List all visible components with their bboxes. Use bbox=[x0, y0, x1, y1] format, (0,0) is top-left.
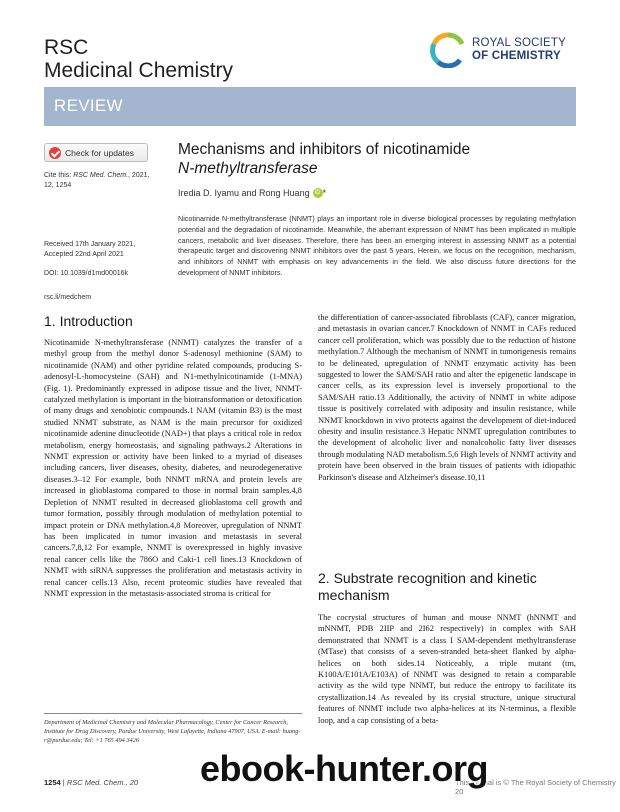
logo-line2: OF CHEMISTRY bbox=[472, 50, 561, 62]
author-list bbox=[178, 188, 326, 198]
section-2-heading bbox=[318, 570, 537, 604]
page-number: 1254 bbox=[44, 778, 61, 787]
logo-line1: ROYAL SOCIETY bbox=[472, 37, 566, 49]
section-2-heading-line2: mechanism bbox=[318, 587, 390, 603]
doi-link[interactable]: DOI: 10.1039/d1md00016k bbox=[44, 270, 129, 277]
journal-title bbox=[44, 36, 233, 82]
watermark: ebook-hunter.org bbox=[200, 748, 488, 789]
section-2-heading-line1: 2. Substrate recognition and kinetic bbox=[318, 570, 537, 586]
check-updates-icon bbox=[49, 147, 61, 159]
accepted-date: Accepted 22nd April 2021 bbox=[44, 251, 124, 258]
journal-title-line2: Medicinal Chemistry bbox=[44, 59, 234, 82]
article-dates bbox=[44, 240, 154, 260]
footer-copyright: This journal is © The Royal Society of Chemistry 20 bbox=[455, 778, 616, 796]
page-footer bbox=[44, 778, 138, 787]
article-title-line2: N-methyltransferase bbox=[178, 160, 318, 177]
citation bbox=[44, 171, 154, 191]
rsc-logo-icon bbox=[430, 32, 466, 68]
journal-site-link[interactable]: rsc.li/medchem bbox=[44, 294, 92, 301]
column-2-paragraph: the differentiation of cancer-associated fibroblasts (CAF), cancer migration, and metastasis in ovarian cancer.7 Knockdown of NNMT in CAFs reduced cancer cell proliferation, which was possibly due to the reduction of histone methylation.7 Although the mechanism of NNMT in tumorigenesis remains to be delineated, upregulation of NNMT enzymatic activity has been suggested to lower the SAM/SAH ratio and alter the epigenetic landscape in cancer cells, as its expression level is inversely proportional to the SAM/SAH ratio.13 Additionally, the activity of NNMT in white adipose tissue is positively correlated with adiposity and insulin resistance, while NNMT knockdown in vivo protects against the development of diet-induced obesity and insulin resistance.3 Hepatic NNMT upregulation contributes to the development of alcoholic liver and nonalcoholic fatty liver diseases through modulating NAD metabolism.5,6 High levels of NNMT activity and protein have been observed in the brain tissues of patients with idiopathic Parkinson's disease and Alzheimer's disease.10,11 bbox=[318, 313, 576, 482]
check-updates-label: Check for updates bbox=[65, 147, 134, 158]
author-names: Iredia D. Iyamu and Rong Huang bbox=[178, 188, 310, 198]
orcid-icon[interactable]: iD bbox=[313, 188, 323, 198]
received-date: Received 17th January 2021, bbox=[44, 241, 136, 248]
article-title bbox=[178, 140, 578, 178]
article-type-label: REVIEW bbox=[54, 96, 123, 115]
footer-journal: RSC Med. Chem., 20 bbox=[66, 778, 139, 787]
corresponding-mark: * bbox=[322, 188, 327, 198]
footer-separator: | bbox=[60, 778, 67, 787]
citation-details: , 2021, 12, 1254 bbox=[44, 172, 150, 189]
rsc-logo-text bbox=[472, 37, 566, 63]
rsc-logo[interactable] bbox=[430, 28, 580, 72]
section-2-body bbox=[318, 612, 576, 726]
section-1-body bbox=[44, 337, 302, 599]
journal-title-line1: RSC bbox=[44, 36, 89, 59]
section-1-heading: 1. Introduction bbox=[44, 313, 133, 329]
column-2-body bbox=[318, 312, 576, 483]
section-2-paragraph: The cocrystal structures of human and mouse NNMT (hNNMT and mNNMT, PDB 2IIP and 2I62 respectively) in complex with SAH demonstrated that NNMT is a class I SAM-dependent methyltransferase (MTase) that consists of a seven-stranded beta-sheet flanked by alpha-helices on both sides.14 Noticeably, a triple mutant (tm, K100A/E101A/E103A) of NNMT was designed to retain a comparable activity as the wild type NNMT, but reduce the entropy to facilitate its crystallization.14 As revealed by its crystal structure, unique structural features of NNMT include two alpha-helices at its N-terminus, a flexible loop, and a cap consisting of a beta- bbox=[318, 613, 576, 725]
section-1-paragraph: Nicotinamide N-methyltransferase (NNMT) catalyzes the transfer of a methyl group from the methyl donor S-adenosyl methionine (SAM) to nicotinamide (NAM) and other pyridine related compounds, producing S-adenosyl-L-homocysteine (SAH) and N1-methylnicotinamide (1-MNA) (Fig. 1). Predominantly expressed in adipose tissue and the liver, NNMT-catalyzed methylation is important in the biotransformation or detoxification of many drugs and xenobiotic compounds.1 NAM (vitamin B3) is the most studied NNMT substrate, as NAM is the main precursor for oxidized nicotinamide adenine dinucleotide (NAD+) that plays a critical role in redox metabolism, energy homeostasis, and signaling pathways.2 Alterations in NNMT expression or activity have been linked to a myriad of diseases including cancers, liver diseases, obesity, diabetes, and neurodegenerative diseases.3–12 For example, both NNMT mRNA and protein levels are increased in glioblastoma compared to those in normal brain samples.4,8 Depletion of NNMT resulted in decreased glioblastoma cell growth and tumor formation, possibly through modulation of methylation potential to impact protein or DNA methylation.4,8 Moreover, upregulation of NNMT has been implicated in tumor invasion and metastasis in several cancers.7,8,12 For example, NNMT is overexpressed in highly invasive renal cancer cells like the 786O and Caki-1 cell lines.13 Knockdown of NNMT with siRNA suppresses the proliferation and metastasis activity in renal cancer cells.13 Also, recent proteomic studies have revealed that NNMT expression in the metastasis-associated stroma is critical for bbox=[44, 338, 302, 598]
citation-prefix: Cite this: bbox=[44, 172, 74, 179]
article-title-line1: Mechanisms and inhibitors of nicotinamide bbox=[178, 141, 471, 158]
abstract: Nicotinamide N-methyltransferase (NNMT) plays an important role in diverse biological processes by regulating methylation potential and the degradation of nicotinamide. Meanwhile, the aberrant expression of NNMT has been implicated in multiple cancers, metabolic and liver diseases. Therefore, there has been an emerging interest in assessing NNMT as a potential therapeutic target and discovering NNMT inhibitors over the past 5 years. Herein, we focus on the recognition, mechanism, and inhibitors of NNMT with emphasis on key advancements in the field. We also discuss future directions for the development of NNMT inhibitors. bbox=[178, 214, 576, 277]
article-type-banner bbox=[44, 87, 576, 126]
affiliation-footnote: Department of Medicinal Chemistry and Molecular Pharmacology, Center for Cancer Research, Institute for Drug Discovery, Purdue University, West Lafayette, Indiana 47907, USA. E-mail: huang-r@purdue.edu; Tel: +1 765 494 3426 bbox=[44, 719, 301, 745]
check-for-updates-button[interactable] bbox=[44, 143, 148, 162]
footnote-divider bbox=[44, 713, 302, 714]
citation-journal: RSC Med. Chem. bbox=[73, 172, 129, 179]
